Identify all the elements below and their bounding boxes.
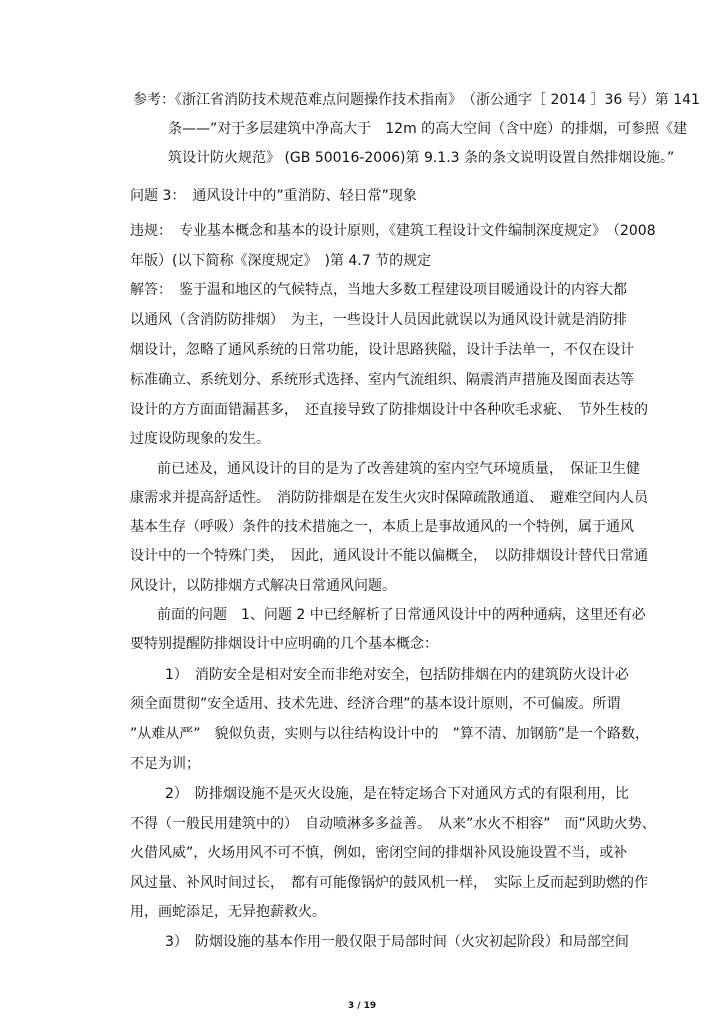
page-number: 3 / 19 xyxy=(347,1001,377,1011)
answer-line: 风过量、补风时间过长， 都有可能像锅炉的鼓风机一样， 实际上反而起到助燃的作 xyxy=(130,875,648,891)
reference-line: 筑设计防火规范》 (GB 50016-2006)第 9.1.3 条的条文说明设置自然排烟设施。” xyxy=(168,150,675,166)
answer-line: 设计的方方面面错漏甚多， 还直接导致了防排烟设计中各种吹毛求疵、 节外生枝的 xyxy=(130,402,648,418)
answer-line: 3） 防烟设施的基本作用一般仅限于局部时间（火灾初起阶段）和局部空间 xyxy=(165,934,629,950)
answer-line: 不足为训； xyxy=(130,756,200,772)
answer-line: 要特别提醒防排烟设计中应明确的几个基本概念： xyxy=(130,636,438,652)
answer-line: 以通风（含消防防排烟） 为主，一些设计人员因此就误以为通风设计就是消防排 xyxy=(130,312,627,328)
answer-line: 1） 消防安全是相对安全而非绝对安全，包括防排烟在内的建筑防火设计必 xyxy=(165,667,629,683)
answer-line: 过度设防现象的发生。 xyxy=(130,431,270,447)
answer-line: 不得（一般民用建筑中的） 自动喷淋多多益善。 从来”水火不相容” 而”风助火势、 xyxy=(130,816,656,832)
answer-line: 前面的问题 1、问题 2 中已经解析了日常通风设计中的两种通病，这里还有必 xyxy=(157,607,646,623)
answer-line: 康需求并提高舒适性。 消防防排烟是在发生火灾时保障疏散通道、 避难空间内人员 xyxy=(130,490,648,506)
answer-line: ”从难从严” 貌似负责，实则与以往结构设计中的 ”算不清、加钢筋”是一个路数， xyxy=(130,726,650,742)
answer-line: 前已述及，通风设计的目的是为了改善建筑的室内空气环境质量， 保证卫生健 xyxy=(157,461,640,477)
reference-line: 条——”对于多层建筑中净高大于 12m 的高大空间（含中庭）的排烟，可参照《建 xyxy=(168,121,688,137)
violation-line: 违规： 专业基本概念和基本的设计原则，《建筑工程设计文件编制深度规定》 （2008 xyxy=(130,223,656,239)
answer-line: 2） 防排烟设施不是灭火设施，是在特定场合下对通风方式的有限利用，比 xyxy=(165,786,629,802)
answer-line: 标准确立、系统划分、系统形式选择、室内气流组织、隔震消声措施及图面表达等 xyxy=(130,372,634,388)
answer-line: 基本生存（呼吸）条件的技术措施之一，本质上是事故通风的一个特例，属于通风 xyxy=(130,519,634,535)
answer-line: 解答： 鉴于温和地区的气候特点，当地大多数工程建设项目暖通设计的内容大都 xyxy=(130,282,627,298)
answer-line: 火借风威”，火场用风不可不慎，例如，密闭空间的排烟补风设施设置不当，或补 xyxy=(130,845,628,861)
answer-line: 须全面贯彻”安全适用、技术先进、经济合理”的基本设计原则，不可偏废。所谓 xyxy=(130,696,621,712)
answer-line: 风设计，以防排烟方式解决日常通风问题。 xyxy=(130,578,396,594)
answer-line: 设计中的一个特殊门类， 因此，通风设计不能以偏概全， 以防排烟设计替代日常通 xyxy=(130,548,648,564)
question-heading: 问题 3： 通风设计中的”重消防、轻日常”现象 xyxy=(130,188,417,204)
answer-line: 用，画蛇添足，无异抱薪救火。 xyxy=(130,904,326,920)
answer-line: 烟设计，忽略了通风系统的日常功能，设计思路狭隘，设计手法单一，不仅在设计 xyxy=(130,342,634,358)
reference-line: 参考：《浙江省消防技术规范难点问题操作技术指南》 （浙公通字［ 2014 ］36 号）第 141 xyxy=(133,92,700,108)
violation-line: 年版）(以下简称《深度规定》 )第 4.7 节的规定 xyxy=(130,253,432,269)
